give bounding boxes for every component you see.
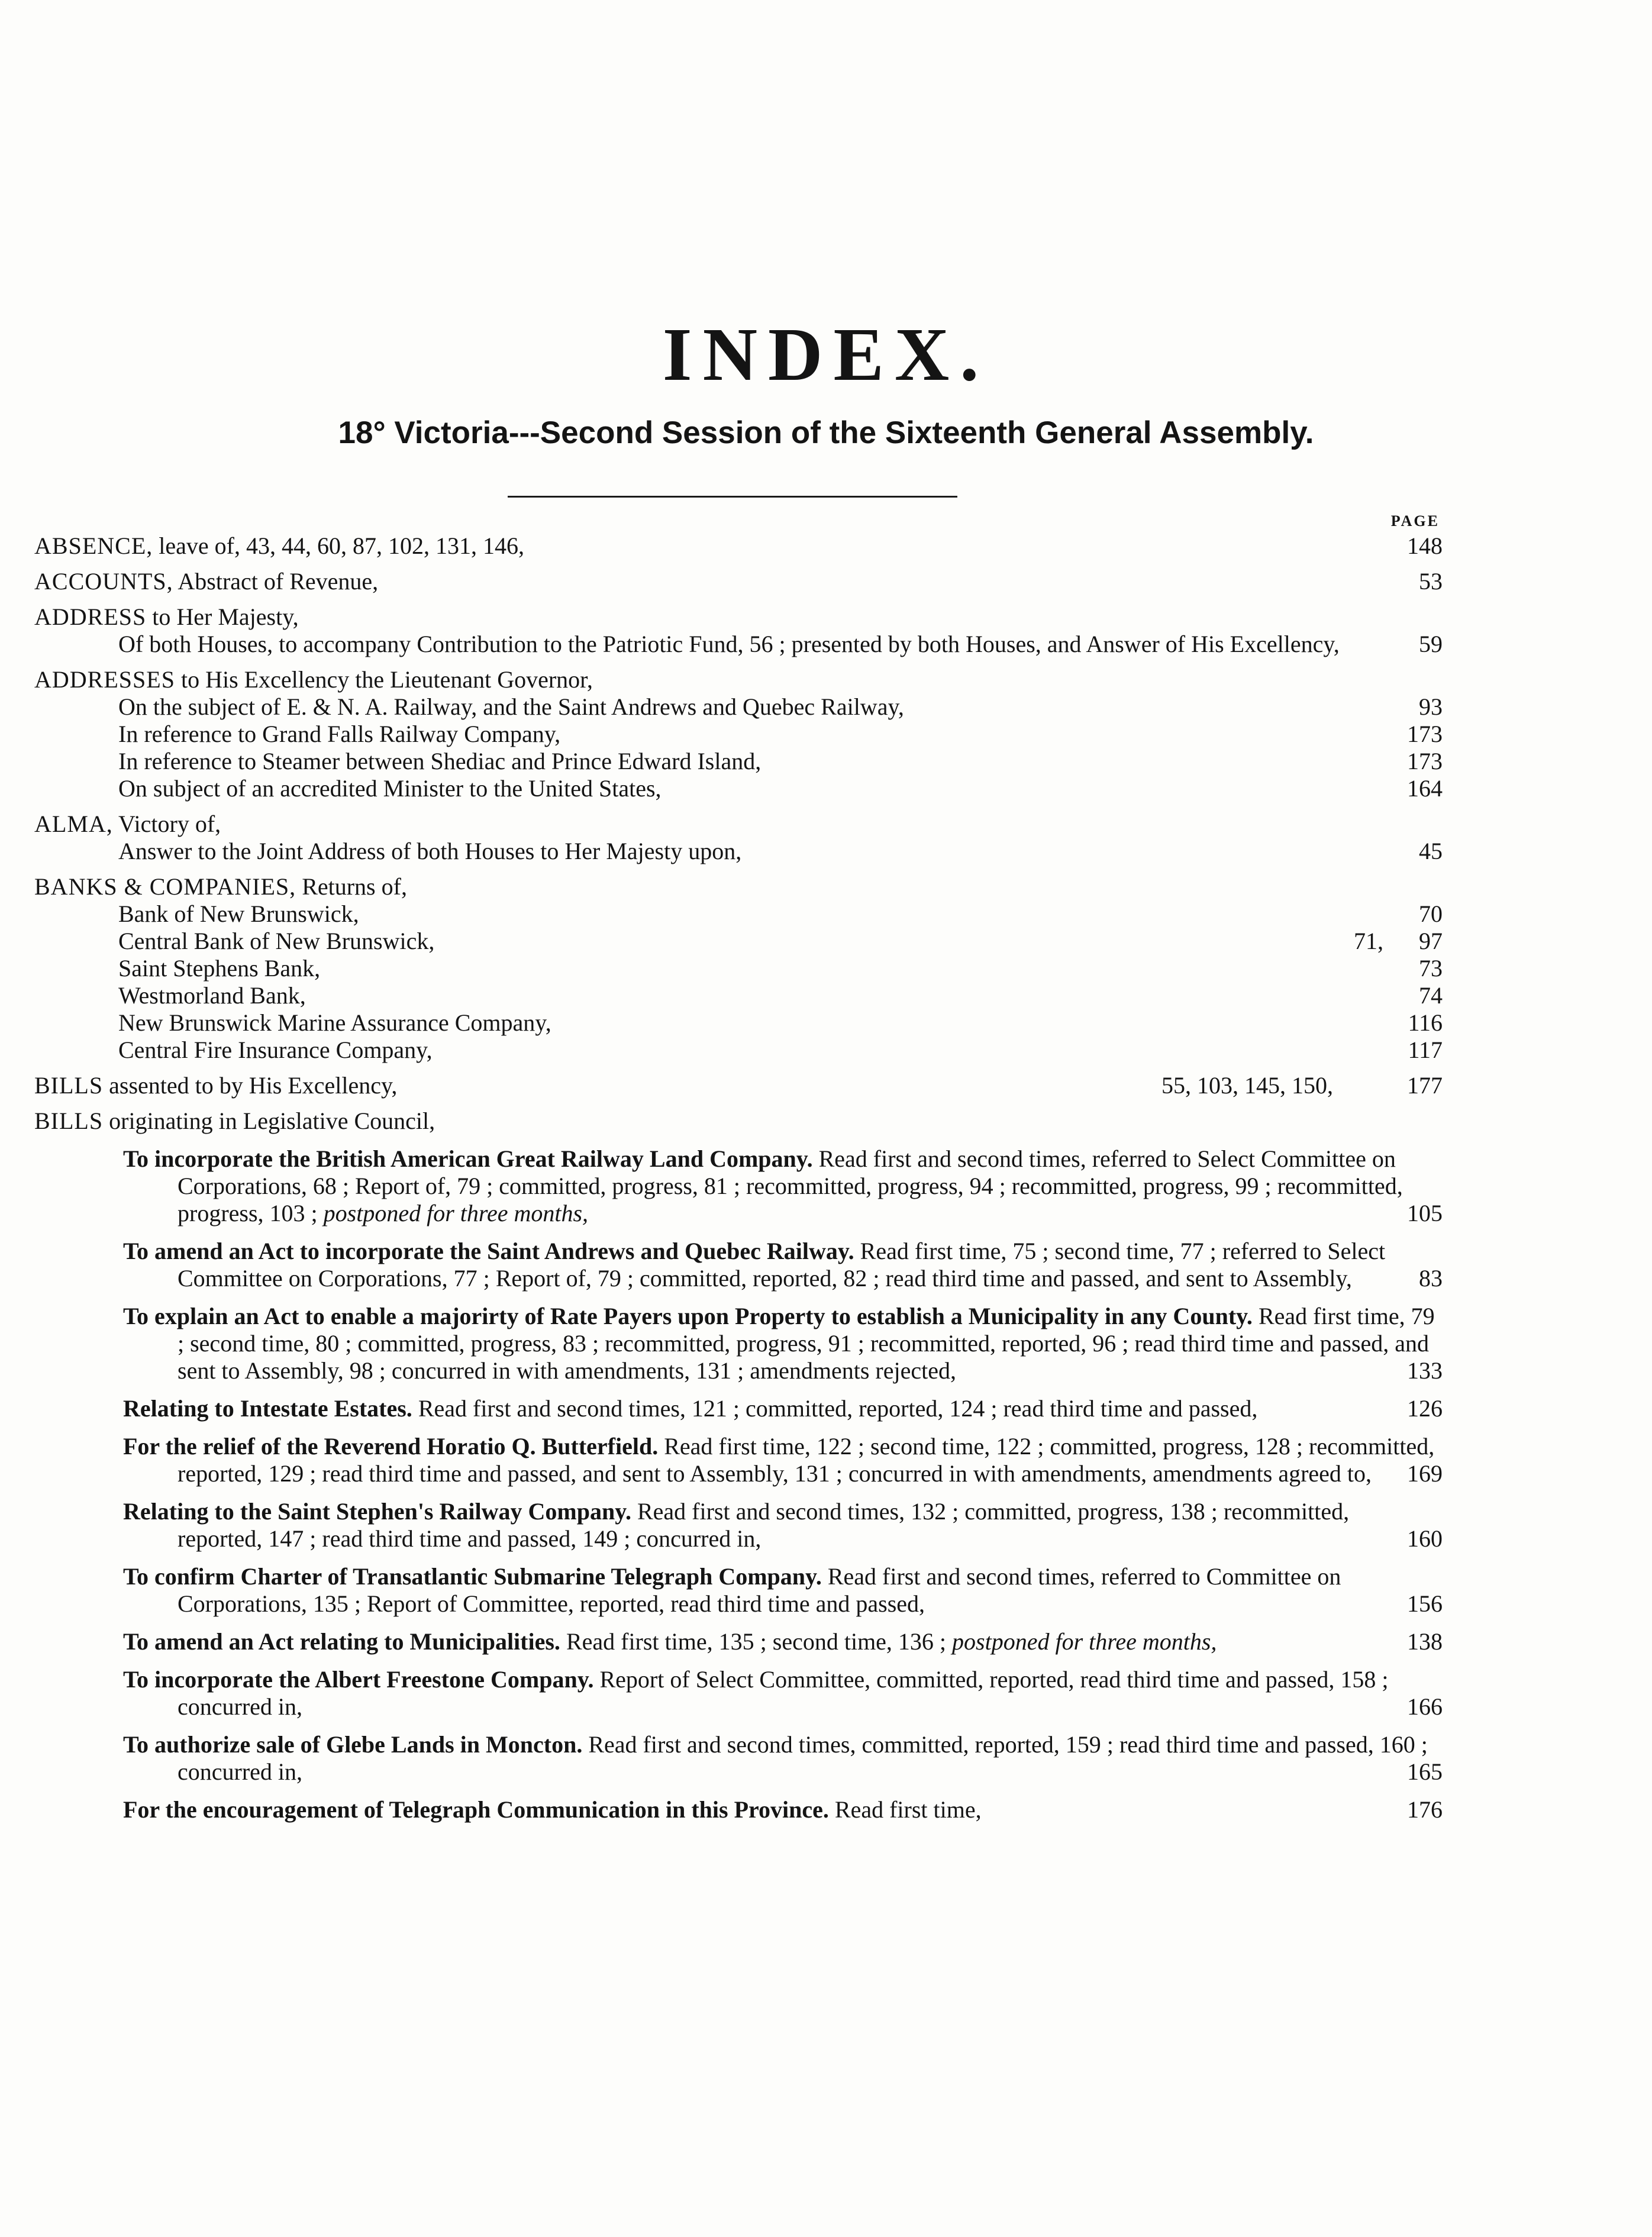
page-number: 166 — [1407, 1693, 1443, 1720]
entry-text: originating in Legislative Council, — [103, 1108, 435, 1134]
page-subtitle: 18° Victoria---Second Session of the Sixteenth General Assembly. — [338, 415, 1314, 450]
bill-entry — [34, 1731, 1443, 1786]
page-number: 105 — [1407, 1200, 1443, 1226]
entry-heading: ALMA, — [34, 811, 113, 837]
page-number: 176 — [1407, 1796, 1443, 1823]
bill-entry — [34, 1498, 1443, 1552]
page-number: 116 — [1408, 1009, 1443, 1036]
sub-entry — [34, 693, 1443, 802]
page-number: 45 — [1419, 838, 1443, 864]
entry-text: to His Excellency the Lieutenant Governor, — [175, 666, 593, 693]
entry-heading: ABSENCE, — [34, 532, 153, 559]
bill-outcome: postponed for three months, — [323, 1200, 589, 1226]
entry-heading: BANKS & COMPANIES, — [34, 873, 296, 900]
bill-title: For the relief of the Reverend Horatio Q. Butterfield. — [123, 1433, 659, 1460]
sub-entry-text: In reference to Grand Falls Railway Company, — [118, 721, 561, 747]
bill-title: To explain an Act to enable a majorirty of Rate Payers upon Property to establish a Municipality in any County. — [123, 1303, 1253, 1329]
bill-proceedings: Read first time, 79 ; second time, 80 ; committed, progress, 83 ; recommitted, progress, 91 ; recommitted, reported, 96 ; read third time and passed, and sent to Assembly, 98 ; concurred in with amendments, 131 ; amendments rejected, — [178, 1303, 1435, 1384]
index-entry — [34, 568, 1443, 595]
sub-entry-text: Of both Houses, to accompany Contribution to the Patriotic Fund, 56 ; presented by both Houses, and Answer of His Excellency, — [118, 631, 1340, 657]
bill-outcome: postponed for three months, — [952, 1628, 1217, 1655]
entry-text: to Her Majesty, — [146, 603, 299, 630]
bill-entry — [34, 1395, 1443, 1422]
bill-proceedings: Read first time, 122 ; second time, 122 ; committed, progress, 128 ; recommitted, reported, 129 ; read third time and passed, and sent to Assembly, 131 ; concurred in with amendments, amendments agreed to, — [178, 1433, 1435, 1487]
page-number: 133 — [1407, 1357, 1443, 1384]
bill-entry — [34, 1238, 1443, 1292]
sub-entry-text: On the subject of E. & N. A. Railway, and the Saint Andrews and Quebec Railway, — [118, 693, 904, 720]
index-entries — [34, 532, 1443, 1823]
bill-title: To incorporate the British American Great Railway Land Company. — [123, 1145, 813, 1172]
entry-text: Victory of, — [112, 811, 221, 837]
sub-entry — [34, 900, 1443, 1064]
entry-heading: BILLS — [34, 1108, 104, 1134]
bill-title: To amend an Act relating to Municipalities. — [123, 1628, 560, 1655]
page-number: 70 — [1419, 900, 1443, 927]
index-entry — [34, 532, 1443, 560]
entry-text: leave of, 43, 44, 60, 87, 102, 131, 146, — [153, 532, 524, 559]
page-number: 73 — [1419, 955, 1443, 982]
bill-entry — [34, 1433, 1443, 1487]
bill-entry — [34, 1563, 1443, 1618]
bill-entry — [34, 1666, 1443, 1720]
page-number: 156 — [1407, 1590, 1443, 1617]
title-divider — [508, 496, 957, 498]
index-entry — [34, 1108, 1443, 1135]
sub-entry-text: Westmorland Bank, — [118, 982, 306, 1009]
bill-proceedings: Read first time, 135 ; second time, 136 ; — [566, 1628, 947, 1655]
page-number: 148 — [1407, 532, 1443, 559]
page-number: 164 — [1407, 775, 1443, 802]
bill-title: Relating to Intestate Estates. — [123, 1395, 412, 1422]
bill-entry — [34, 1628, 1443, 1655]
bill-proceedings: Read first time, 75 ; second time, 77 ; referred to Select Committee on Corporations, 77 ; Report of, 79 ; committed, reported, 82 ; read third time and passed, and sent to Assembly, — [178, 1238, 1386, 1292]
index-entry — [34, 666, 1443, 802]
bill-proceedings: Read first and second times, 132 ; committed, progress, 138 ; recommitted, reported, 147 ; read third time and passed, 149 ; concurred in, — [178, 1498, 1350, 1552]
page-number: 53 — [1419, 568, 1443, 595]
entry-text: Abstract of Revenue, — [173, 568, 379, 595]
entry-heading: BILLS — [34, 1072, 104, 1099]
bills-list — [34, 1145, 1443, 1823]
page-number-list: 55, 103, 145, 150, — [1161, 1072, 1333, 1099]
entry-text: Returns of, — [296, 873, 407, 900]
entry-text: assented to by His Excellency, — [103, 1072, 398, 1099]
sub-entry-text: On subject of an accredited Minister to the United States, — [118, 775, 662, 802]
sub-entry-text: Answer to the Joint Address of both Houses to Her Majesty upon, — [118, 838, 742, 864]
sub-entry-text: New Brunswick Marine Assurance Company, — [118, 1009, 551, 1036]
sub-entry-text: In reference to Steamer between Shediac and Prince Edward Island, — [118, 748, 762, 774]
page-number: 59 — [1419, 631, 1443, 657]
page-number: 169 — [1407, 1460, 1443, 1487]
entry-heading: ADDRESSES — [34, 666, 175, 693]
sub-entry-text: Central Fire Insurance Company, — [118, 1037, 433, 1063]
index-entry — [34, 603, 1443, 658]
sub-entry — [34, 838, 1443, 865]
bill-title: To incorporate the Albert Freestone Company. — [123, 1666, 594, 1693]
page-number: 83 — [1419, 1265, 1443, 1292]
index-entry — [34, 811, 1443, 865]
page-number: 126 — [1407, 1395, 1443, 1422]
bill-entry — [34, 1145, 1443, 1227]
page-number: 97 — [1419, 928, 1443, 954]
page-title: INDEX. — [662, 312, 990, 396]
index-entry — [34, 873, 1443, 1064]
page-number: 160 — [1407, 1525, 1443, 1552]
bill-title: To authorize sale of Glebe Lands in Moncton. — [123, 1731, 583, 1758]
bill-proceedings: Report of Select Committee, committed, reported, read third time and passed, 158 ; concurred in, — [178, 1666, 1389, 1720]
page-column-label: PAGE — [1390, 512, 1440, 530]
page-number: 173 — [1407, 748, 1443, 774]
sub-entry-text: Saint Stephens Bank, — [118, 955, 321, 982]
page-number: 173 — [1407, 721, 1443, 747]
index-entry — [34, 1072, 1443, 1099]
page-number: 165 — [1407, 1758, 1443, 1785]
sub-entry-text: Central Bank of New Brunswick, — [118, 928, 435, 954]
entry-heading: ACCOUNTS, — [34, 568, 173, 595]
bill-proceedings: Read first and second times, referred to Select Committee on Corporations, 68 ; Report of, 79 ; committed, progress, 81 ; recommitted, progress, 94 ; recommitted, progress, 99 ; recommitted, progress, 103 ; — [178, 1145, 1403, 1226]
bill-title: For the encouragement of Telegraph Communication in this Province. — [123, 1796, 829, 1823]
page-number-secondary: 71, — [1354, 928, 1383, 954]
sub-entry — [34, 631, 1443, 658]
page-number: 117 — [1408, 1037, 1443, 1063]
page-number: 177 — [1407, 1072, 1443, 1099]
sub-entry-text: Bank of New Brunswick, — [118, 900, 359, 927]
bill-title: To confirm Charter of Transatlantic Submarine Telegraph Company. — [123, 1563, 822, 1590]
bill-entry — [34, 1303, 1443, 1384]
bill-proceedings: Read first and second times, referred to Committee on Corporations, 135 ; Report of Committee, reported, read third time and passed, — [178, 1563, 1341, 1617]
bill-title: Relating to the Saint Stephen's Railway Company. — [123, 1498, 631, 1525]
entry-heading: ADDRESS — [34, 603, 147, 630]
bill-proceedings: Read first and second times, committed, reported, 159 ; read third time and passed, 160 ; concurred in, — [178, 1731, 1428, 1785]
bill-proceedings: Read first time, — [834, 1796, 982, 1823]
bill-proceedings: Read first and second times, 121 ; committed, reported, 124 ; read third time and passed, — [418, 1395, 1258, 1422]
page-number: 93 — [1419, 693, 1443, 720]
page-number: 74 — [1419, 982, 1443, 1009]
bill-title: To amend an Act to incorporate the Saint Andrews and Quebec Railway. — [123, 1238, 854, 1264]
bill-entry — [34, 1796, 1443, 1823]
page-number: 138 — [1407, 1628, 1443, 1655]
